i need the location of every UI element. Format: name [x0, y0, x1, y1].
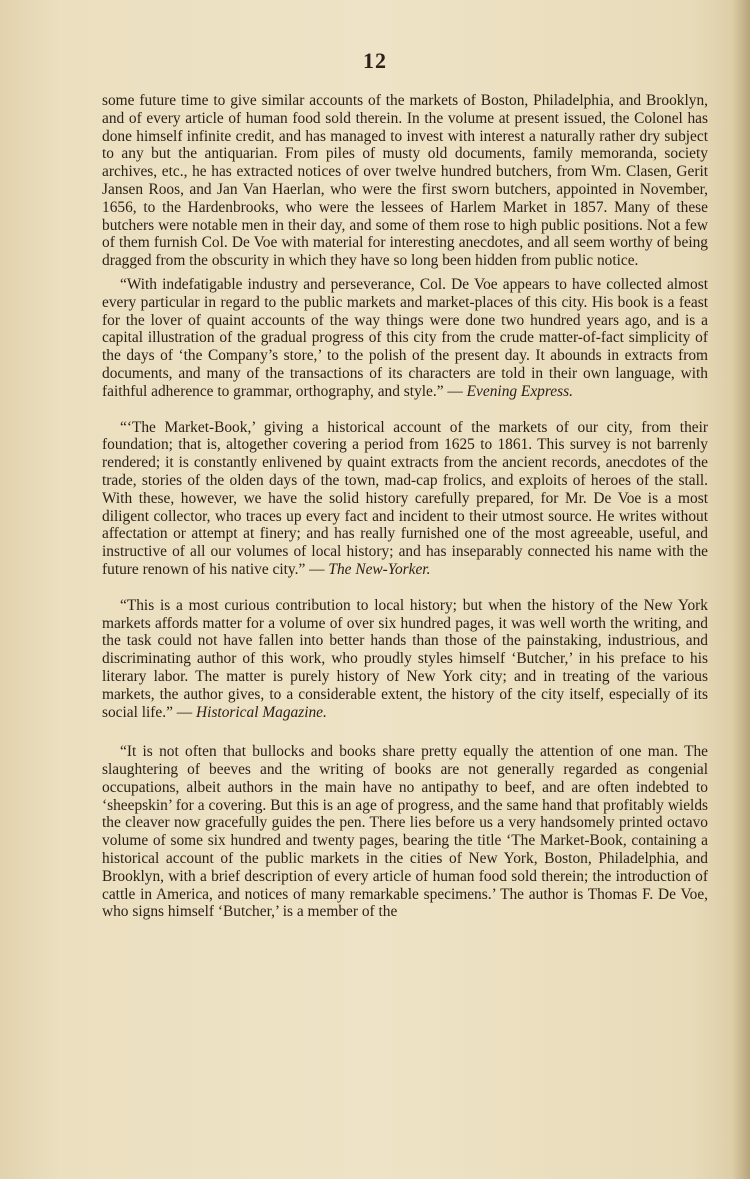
paragraph-text: “With indefatigable industry and perseverance, Col. De Voe appears to have collected almost every particular in regard to the public markets and market-places of this city. His book is a feast for the lover of quaint accounts of the way things were done two hundred years ago, and is a capital illustration of the gradual progress of this city from the crude matter-of-fact simplicity of the days of ‘the Company’s store,’ to the polish of the present day. It abounds in extracts from documents, and many of the transactions of its characters are told in their own language, with faithful adherence to grammar, orthography, and style.” —: [102, 275, 708, 400]
paragraph-text: “This is a most curious contribution to local history; but when the history of the New York markets affords matter for a volume of over six hundred pages, it was well worth the writing, and the task could not have fallen into better hands than those of the painstaking, industrious, and discriminating author of this work, who proudly styles himself ‘Butcher,’ in his preface to his literary labor. The matter is purely history of New York city; and in treating of the various markets, the author gives, to a considerable extent, the history of the city itself, especially of its social life.” —: [102, 596, 708, 721]
page-number: 12: [363, 48, 387, 73]
paragraph-3: [102, 419, 708, 579]
paragraph-2: [102, 276, 708, 401]
paragraph-text: “‘The Market-Book,’ giving a historical account of the markets of our city, from their foundation; that is, altogether covering a period from 1625 to 1861. This survey is not barrenly rendered; it is constantly enlivened by quaint extracts from the ancient records, anecdotes of the trade, stories of the olden days of the town, mad-cap frolics, and exploits of heroes of the stall. With these, however, we have the solid history carefully prepared, for Mr. De Voe is a most diligent collector, who traces up every fact and incident to their utmost source. He writes without affectation or attempt at finery; and has really furnished one of the most agreeable, useful, and instructive of all our volumes of local history; and has inseparably connected his name with the future renown of his native city.” —: [102, 418, 708, 578]
paragraph-4: [102, 597, 708, 722]
paragraph-text: some future time to give similar accounts of the markets of Boston, Philadelphia, and Brooklyn, and of every article of human food sold therein. In the volume at present issued, the Colonel has done himself infinite credit, and has managed to invest with interest a naturally rather dry subject to any but the antiquarian. From piles of musty old documents, family memoranda, society archives, etc., he has extracted notices of over twelve hundred butchers, from Wm. Clasen, Gerit Jansen Roos, and Jan Van Haerlan, who were the first sworn butchers, appointed in November, 1656, to the Hardenbrooks, who were the lessees of Harlem Market in 1857. Many of these butchers were notable men in their day, and some of them rose to high public positions. Not a few of them furnish Col. De Voe with material for interesting anecdotes, and all seem worthy of being dragged from the obscurity in which they have so long been hidden from public notice.: [102, 92, 708, 270]
quote-source: The New-Yorker.: [328, 560, 431, 578]
quote-source: Evening Express.: [466, 382, 573, 400]
paragraph-5: [102, 743, 708, 921]
paragraph-text: “It is not often that bullocks and books share pretty equally the attention of one man. The slaughtering of beeves and the writing of books are not generally regarded as congenial occupations, albeit authors in the main have no antipathy to beef, and are often indebted to ‘sheepskin’ for a covering. But this is an age of progress, and the same hand that profitably wields the cleaver now gracefully guides the pen. There lies before us a very handsomely printed octavo volume of some six hundred and twenty pages, bearing the title ‘The Market-Book, containing a historical account of the public markets in the cities of New York, Boston, Philadelphia, and Brooklyn, with a brief description of every article of human food sold therein; the introduction of cattle in America, and notices of many remarkable specimens.’ The author is Thomas F. De Voe, who signs himself ‘Butcher,’ is a member of the: [102, 743, 708, 921]
paragraph-1: [102, 92, 708, 270]
page-body: [102, 92, 708, 921]
page-edge-shadow: [732, 0, 750, 1179]
quote-source: Historical Magazine.: [196, 703, 327, 721]
